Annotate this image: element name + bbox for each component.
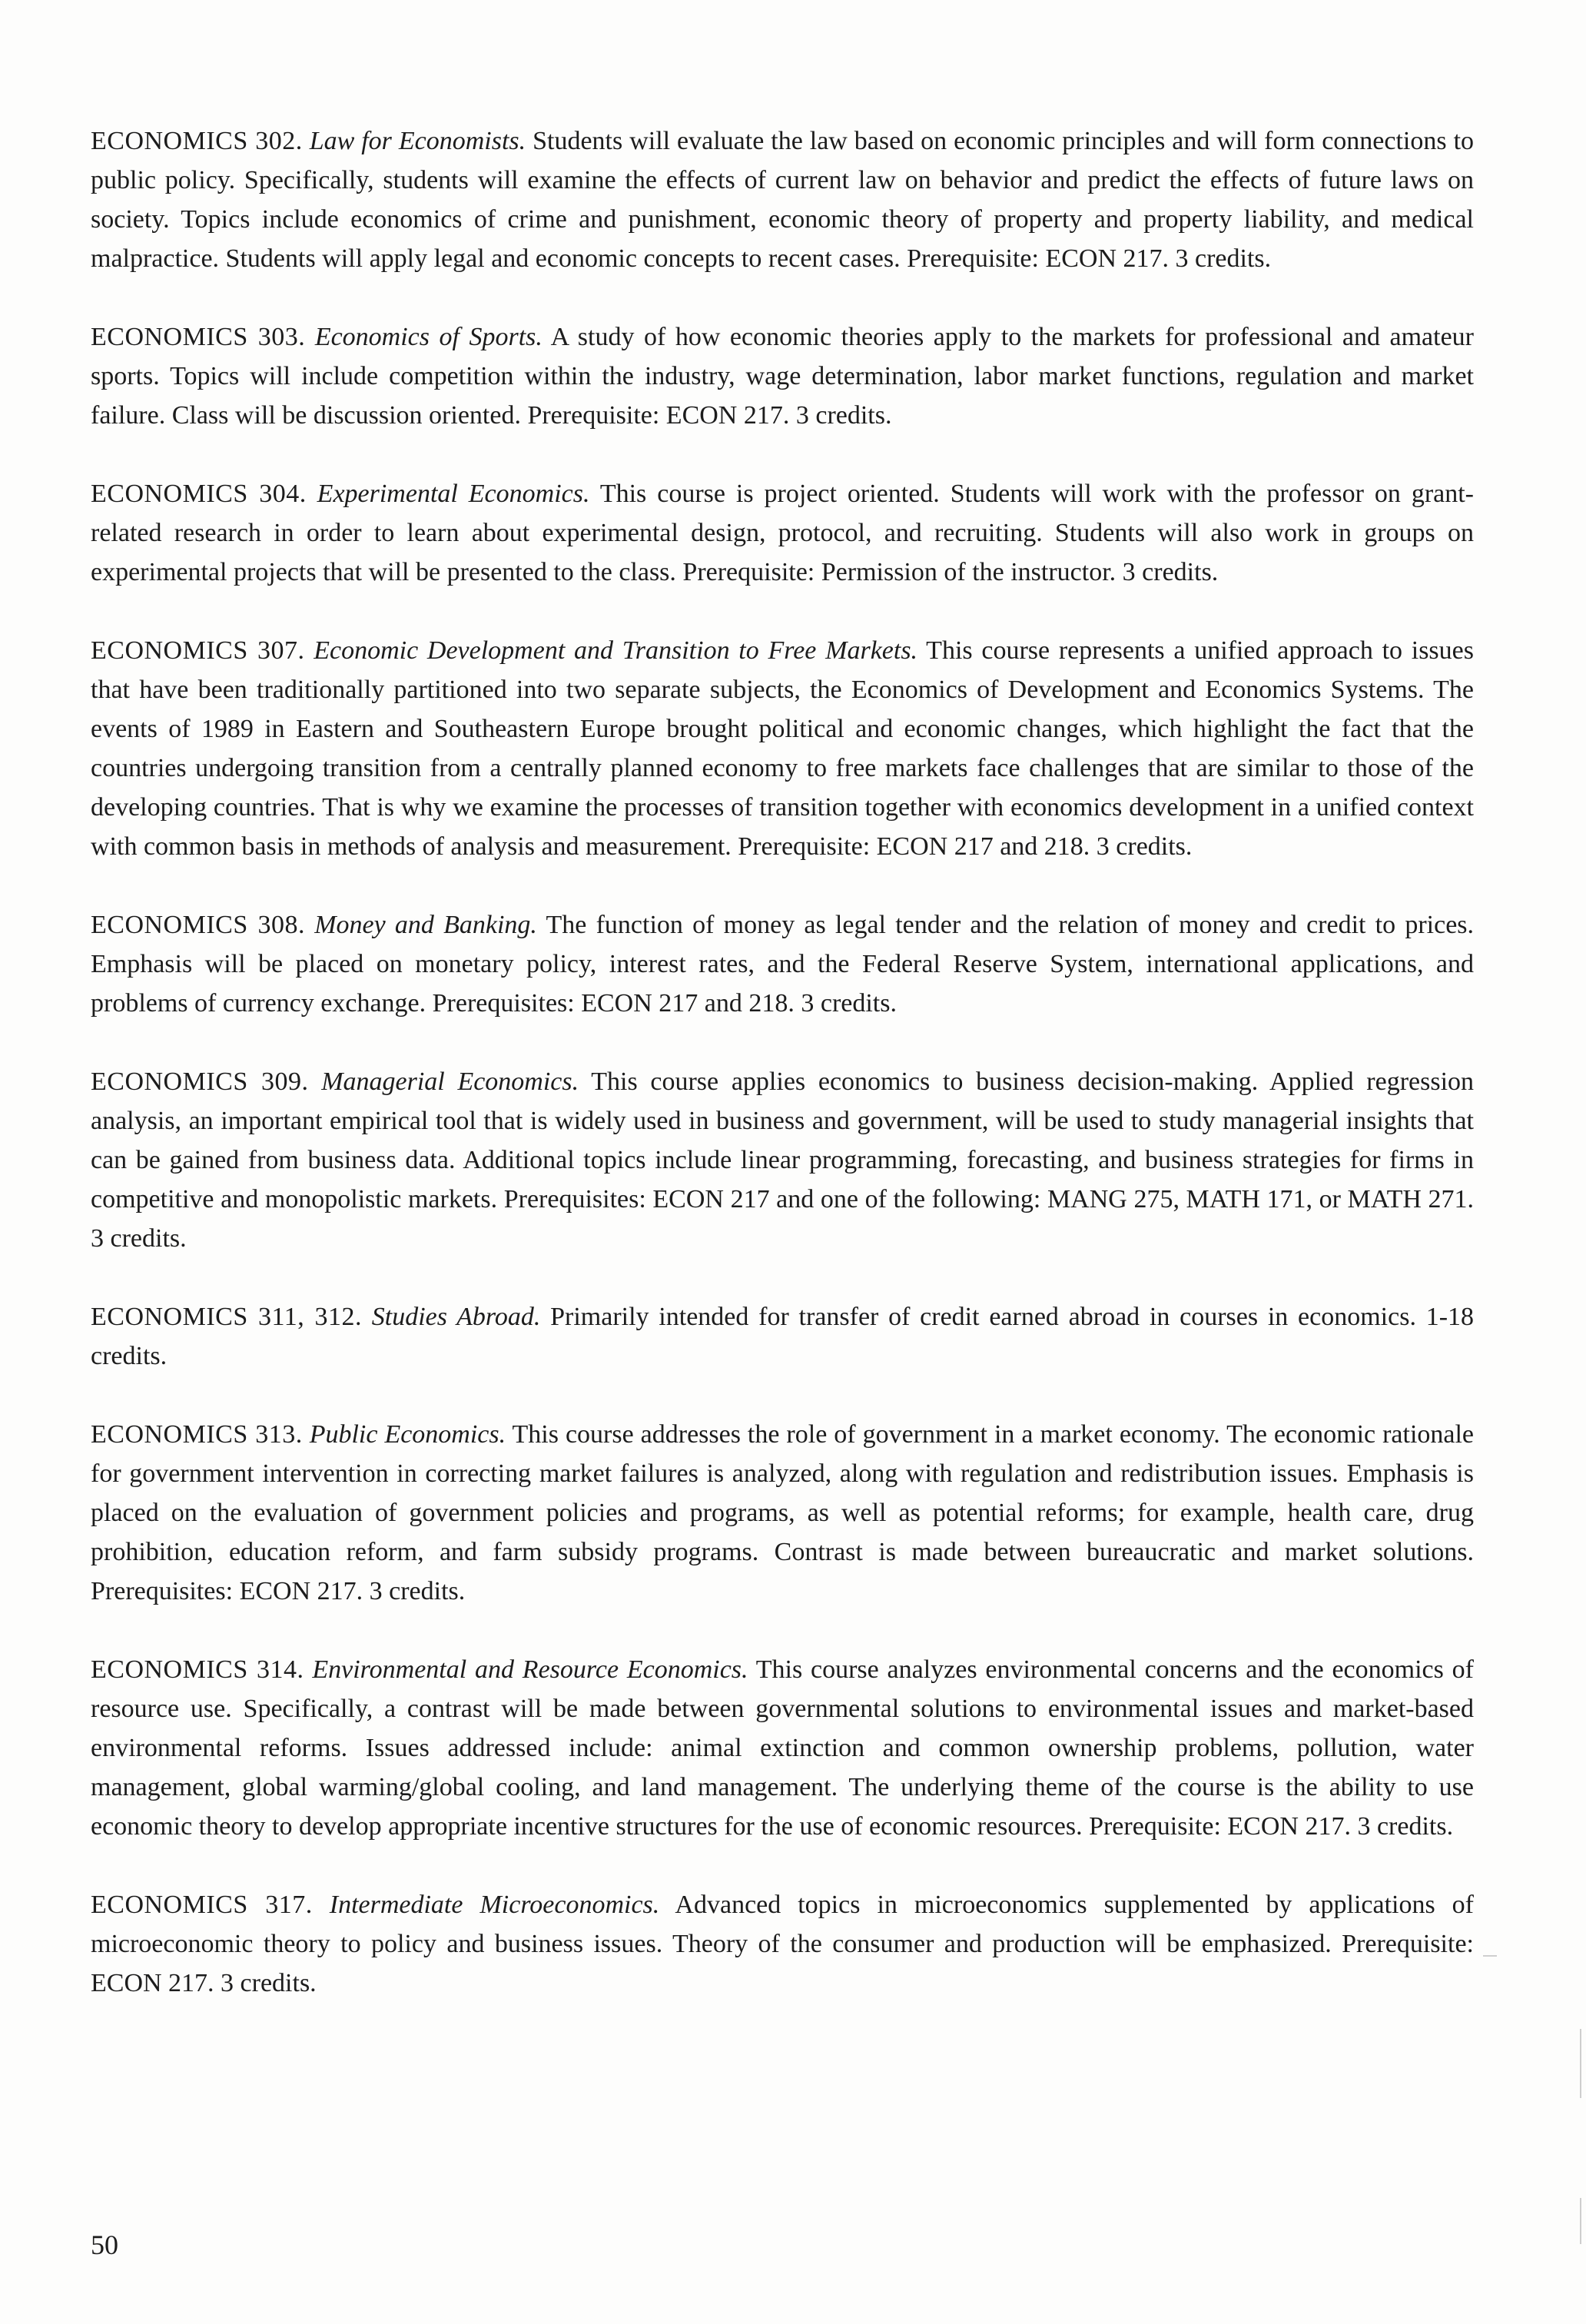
page-number: 50	[91, 2229, 118, 2260]
course-title: Environmental and Resource Economics.	[312, 1655, 748, 1684]
course-description: Primarily intended for transfer of credit earned abroad in courses in economics. 1-18 credits.	[91, 1303, 1475, 1370]
course-code: ECONOMICS 317.	[91, 1891, 313, 1919]
course-description: The function of money as legal tender and the relation of money and credit to prices. Emphasis will be placed on monetary policy, interest rates, and the Federal Reserve System, international applications, and problems of currency exchange. Prerequisites: ECON 217 and 218. 3 credits.	[91, 911, 1475, 1018]
margin-scan-line	[1580, 2029, 1581, 2098]
course-description: This course analyzes environmental concerns and the economics of resource use. Specifically, a contrast will be made between governmental solutions to environmental issues and market-based environmental reforms. Issues addressed include: animal extinction and common ownership problems, pollution, water management, global warming/global cooling, and land management. The underlying theme of the course is the ability to use economic theory to develop appropriate incentive structures for the use of economic resources. Prerequisite: ECON 217. 3 credits.	[91, 1655, 1474, 1841]
course-title: Experimental Economics.	[317, 480, 590, 508]
course-entry-econ-304	[91, 474, 1474, 592]
course-description: This course represents a unified approach to issues that have been traditionally partitioned into two separate subjects, the Economics of Development and Economics Systems. The events of 1989 in Eastern and Southeastern Europe brought political and economic changes, which highlight the fact that the countries undergoing transition from a centrally planned economy to free markets face challenges that are similar to those of the developing countries. That is why we examine the processes of transition together with economics development in a unified context with common basis in methods of analysis and measurement. Prerequisite: ECON 217 and 218. 3 credits.	[91, 636, 1474, 861]
margin-dash	[1483, 1955, 1497, 1957]
course-description: This course addresses the role of government in a market economy. The economic rationale for government intervention in correcting market failures is analyzed, along with regulation and redistribution issues. Emphasis is placed on the evaluation of government policies and programs, as well as potential reforms; for example, health care, drug prohibition, education reform, and farm subsidy programs. Contrast is made between bureaucratic and market solutions. Prerequisites: ECON 217. 3 credits.	[91, 1420, 1475, 1605]
course-code: ECONOMICS 303.	[91, 323, 306, 351]
course-code: ECONOMICS 302.	[91, 127, 303, 155]
course-description: Advanced topics in microeconomics supplemented by applications of microeconomic theory to policy and business issues. Theory of the consumer and production will be emphasized. Prerequisite: ECON 217. 3 credits.	[91, 1891, 1475, 1997]
course-entry-econ-309	[91, 1062, 1474, 1258]
course-title: Studies Abroad.	[371, 1303, 541, 1331]
course-title: Intermediate Microeconomics.	[329, 1891, 660, 1919]
margin-scan-line	[1580, 2198, 1581, 2244]
course-description: Students will evaluate the law based on economic principles and will form connections to public policy. Specifically, students will examine the effects of current law on behavior and predict the effects of future laws on society. Topics include economics of crime and punishment, economic theory of property and property liability, and medical malpractice. Students will apply legal and economic concepts to recent cases. Prerequisite: ECON 217. 3 credits.	[91, 127, 1475, 273]
course-code: ECONOMICS 314.	[91, 1655, 304, 1684]
course-code: ECONOMICS 309.	[91, 1067, 309, 1096]
course-entry-econ-317	[91, 1885, 1474, 2003]
course-description: This course is project oriented. Students will work with the professor on grant-related research in order to learn about experimental design, protocol, and recruiting. Students will also work in groups on experimental projects that will be presented to the class. Prerequisite: Permission of the instructor. 3 credits.	[91, 480, 1475, 586]
course-entry-econ-302	[91, 121, 1474, 278]
course-entry-econ-303	[91, 317, 1474, 435]
course-entry-econ-314	[91, 1650, 1474, 1846]
course-entry-econ-307	[91, 631, 1474, 866]
course-title: Managerial Economics.	[321, 1067, 579, 1096]
course-title: Public Economics.	[309, 1420, 506, 1449]
course-code: ECONOMICS 308.	[91, 911, 305, 939]
course-description: This course applies economics to business decision-making. Applied regression analysis, an important empirical tool that is widely used in business and government, will be used to study managerial insights that can be gained from business data. Additional topics include linear programming, forecasting, and business strategies for firms in competitive and monopolistic markets. Prerequisites: ECON 217 and one of the following: MANG 275, MATH 171, or MATH 271. 3 credits.	[91, 1067, 1475, 1253]
course-entry-econ-313	[91, 1415, 1474, 1611]
course-code: ECONOMICS 307.	[91, 636, 305, 665]
course-title: Economic Development and Transition to Free Markets.	[314, 636, 918, 665]
course-code: ECONOMICS 313.	[91, 1420, 303, 1449]
course-title: Law for Economists.	[309, 127, 526, 155]
course-title: Money and Banking.	[314, 911, 537, 939]
course-description: A study of how economic theories apply to the markets for professional and amateur sports. Topics will include competition within the industry, wage determination, labor market functions, regulation and market failure. Class will be discussion oriented. Prerequisite: ECON 217. 3 credits.	[91, 323, 1475, 430]
course-code: ECONOMICS 304.	[91, 480, 307, 508]
course-entry-econ-308	[91, 905, 1474, 1023]
course-list	[91, 121, 1474, 2042]
course-entry-econ-311-312	[91, 1297, 1474, 1376]
course-code: ECONOMICS 311, 312.	[91, 1303, 362, 1331]
course-title: Economics of Sports.	[314, 323, 542, 351]
